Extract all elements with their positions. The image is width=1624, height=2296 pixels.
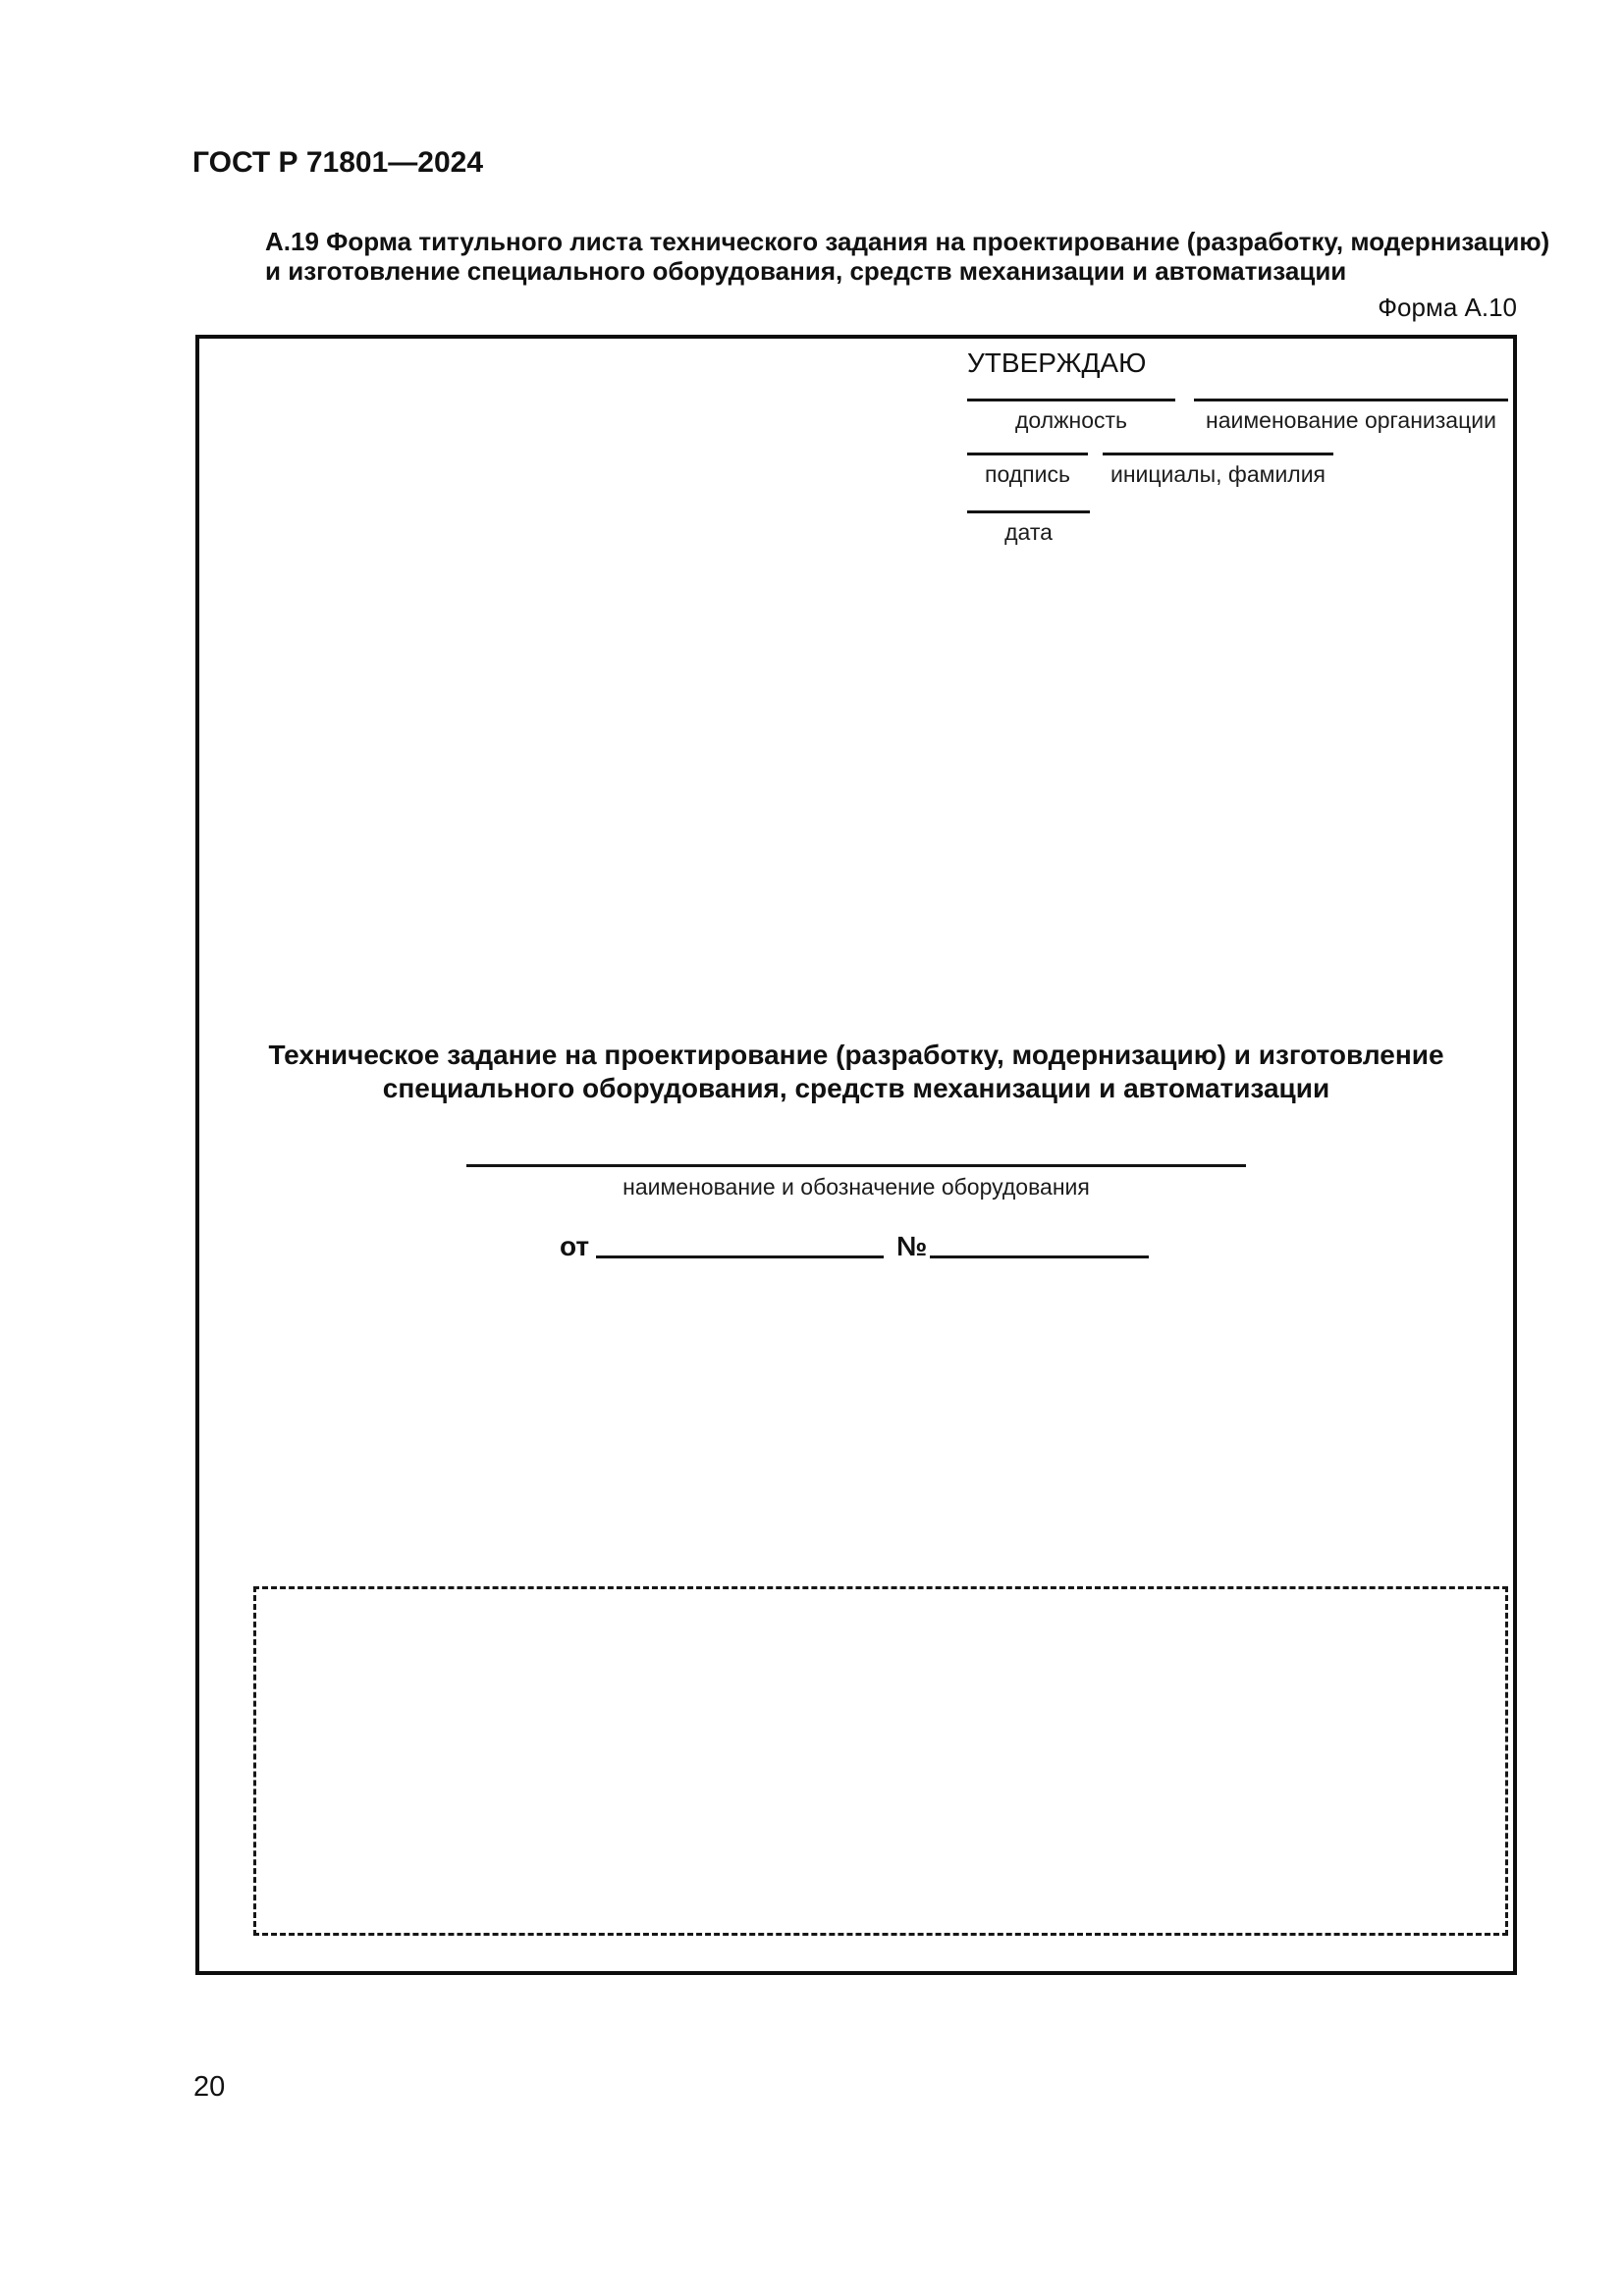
signature-caption: подпись <box>985 461 1070 487</box>
position-caption: должность <box>1014 407 1128 433</box>
signature-blank-line <box>967 453 1088 455</box>
content-dashed-box <box>253 1586 1508 1936</box>
number-blank-line <box>930 1255 1149 1258</box>
form-title-line-1: Техническое задание на проектирование (разработку, модернизацию) и изготовление <box>268 1040 1444 1070</box>
title-page-form-box <box>195 335 1517 1975</box>
form-title-line-2: специального оборудования, средств механизации и автоматизации <box>382 1073 1330 1103</box>
date-blank-line-long <box>596 1255 884 1258</box>
date-blank-line <box>967 510 1090 513</box>
initials-caption: инициалы, фамилия <box>1110 461 1326 487</box>
form-variant-label: Форма А.10 <box>1378 293 1517 322</box>
position-blank-line <box>967 399 1175 401</box>
section-heading-line-2: и изготовление специального оборудования, средств механизации и автоматизации <box>265 256 1347 286</box>
section-heading-line-1: А.19 Форма титульного листа технического задания на проектирование (разработку, модернизацию) <box>265 227 1550 256</box>
approval-title: УТВЕРЖДАЮ <box>967 347 1147 378</box>
number-sign-label: № <box>896 1231 928 1261</box>
equipment-name-blank-line <box>466 1164 1246 1167</box>
doc-number: ГОСТ Р 71801—2024 <box>192 146 484 179</box>
page-number: 20 <box>193 2071 226 2103</box>
organization-blank-line <box>1194 399 1508 401</box>
date-prefix-label: от <box>560 1231 590 1261</box>
equipment-name-caption: наименование и обозначение оборудования <box>623 1174 1090 1200</box>
date-caption: дата <box>1004 519 1053 545</box>
organization-caption: наименование организации <box>1206 407 1496 433</box>
initials-blank-line <box>1103 453 1333 455</box>
